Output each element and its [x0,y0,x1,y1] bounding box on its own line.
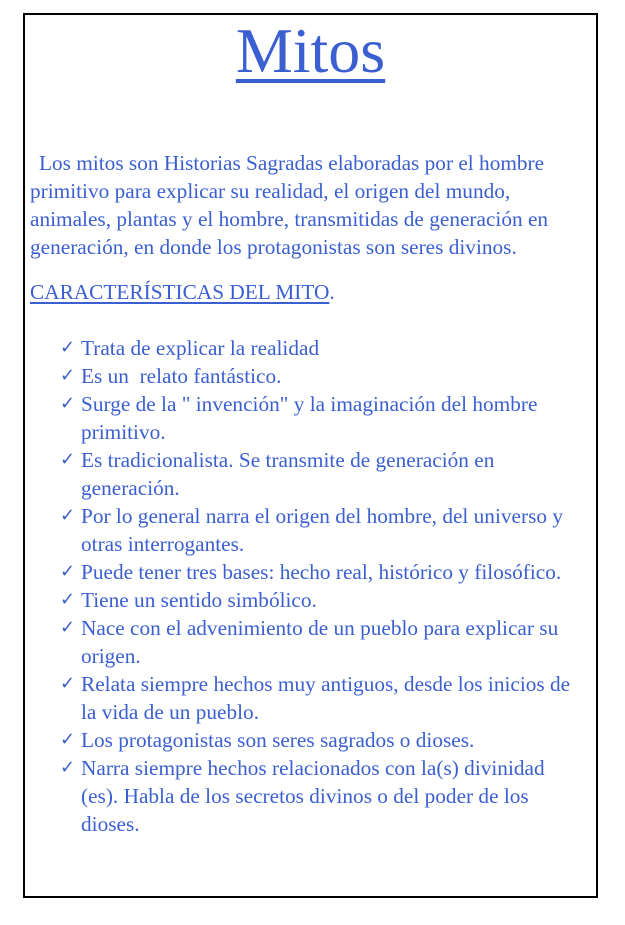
list-item-text: Puede tener tres bases: hecho real, histórico y filosófico. [81,560,562,584]
document-page [23,13,598,898]
checkmark-icon: ✓ [60,757,76,778]
list-item-text: Surge de la " invención" y la imaginación del hombre primitivo. [81,392,543,444]
checkmark-icon: ✓ [60,365,76,386]
checkmark-icon: ✓ [60,337,76,358]
checkmark-icon: ✓ [60,505,76,526]
section-heading [30,278,596,306]
checkmark-icon: ✓ [60,449,76,470]
characteristics-list [60,334,576,838]
checkmark-icon: ✓ [60,589,76,610]
list-item-text: Narra siempre hechos relacionados con la(s) divinidad (es). Habla de los secretos divinos o del poder de los dioses. [81,756,550,836]
checkmark-icon: ✓ [60,561,76,582]
intro-paragraph: Los mitos son Historias Sagradas elaboradas por el hombre primitivo para explicar su realidad, el origen del mundo, animales, plantas y el hombre, transmitidas de generación en generación, en donde los protagonistas son seres divinos. [30,151,549,259]
list-item-text: Trata de explicar la realidad [81,336,320,360]
list-item [60,586,571,614]
list-item [60,614,571,670]
list-item [60,362,571,390]
list-item-text: Es tradicionalista. Se transmite de generación en generación. [81,448,500,500]
list-item [60,754,571,838]
checkmark-icon: ✓ [60,729,76,750]
checkmark-icon: ✓ [60,393,76,414]
list-item-text: Por lo general narra el origen del hombre, del universo y otras interrogantes. [81,504,569,556]
page-title-text: Mitos [235,15,386,86]
list-item-text: Tiene un sentido simbólico. [81,588,317,612]
list-item-text: Relata siempre hechos muy antiguos, desde los inicios de la vida de un pueblo. [81,672,576,724]
list-item-text: Es un relato fantástico. [81,364,282,388]
checkmark-icon: ✓ [60,673,76,694]
section-heading-text: CARACTERÍSTICAS DEL MITO [30,280,330,304]
list-item [60,334,571,362]
list-item-text: Nace con el advenimiento de un pueblo para explicar su origen. [81,616,564,668]
section-heading-period: . [329,280,335,304]
list-item-text: Los protagonistas son seres sagrados o dioses. [81,728,475,752]
checkmark-icon: ✓ [60,617,76,638]
page-title [25,15,596,87]
list-item [60,390,571,446]
list-item [60,558,571,586]
list-item [60,726,571,754]
list-item [60,670,576,726]
list-item [60,446,571,502]
list-item [60,502,571,558]
